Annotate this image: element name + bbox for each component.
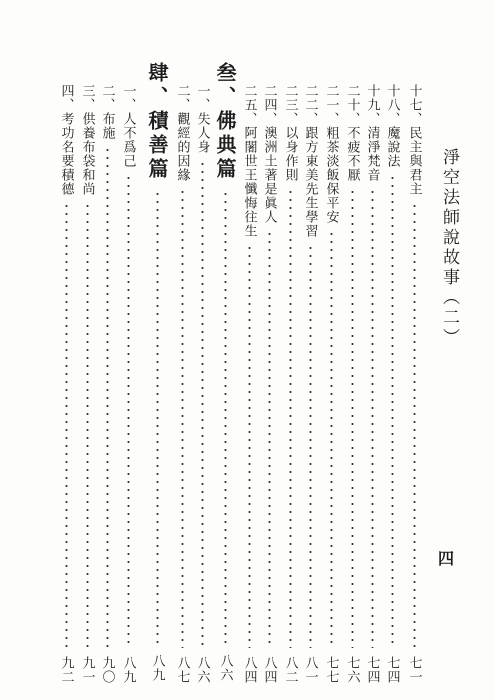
dot-leader (127, 174, 130, 648)
entry-title: 二四、澳洲土著是眞人 (261, 84, 277, 224)
dot-leader (224, 190, 227, 646)
entry-page: 七一 (406, 656, 422, 684)
entry-title: 二三、以身作則 (282, 84, 298, 182)
entry-page: 九〇 (99, 656, 115, 684)
entry-title: 二二、跟方東美先生學習 (302, 84, 318, 238)
toc-entry (259, 84, 279, 684)
entry-page: 七七 (323, 656, 339, 684)
toc-entry (342, 84, 362, 684)
toc-entry (97, 84, 117, 684)
entry-page: 九一 (79, 656, 95, 684)
toc-entry (192, 84, 212, 684)
dot-leader (201, 160, 204, 648)
page-number: 四 (438, 549, 455, 568)
entry-title: 十七、民主與君主 (406, 84, 422, 196)
dot-leader (371, 188, 374, 648)
toc-entry (300, 84, 320, 684)
toc-entry (280, 84, 300, 684)
entry-page: 七四 (364, 656, 380, 684)
toc-entry (77, 84, 97, 684)
entry-title: 三、供養布袋和尚 (79, 84, 95, 196)
dot-leader (391, 174, 394, 648)
toc-entry (321, 84, 341, 684)
entry-page: 八四 (241, 656, 257, 684)
entry-title: 二五、阿闍世王懺悔往生 (241, 84, 257, 238)
entry-title: 十九、清淨梵音 (364, 84, 380, 182)
entry-page: 八一 (302, 656, 318, 684)
toc-entry (404, 84, 424, 684)
entry-title: 四、考功名要積德 (58, 84, 74, 196)
dot-leader (248, 244, 251, 648)
toc-entry (239, 84, 259, 684)
entry-page: 八九 (120, 656, 136, 684)
section-title: 肆、積善篇 (145, 62, 169, 182)
dot-leader (289, 188, 292, 648)
dot-leader (86, 202, 89, 648)
dot-leader (330, 230, 333, 648)
toc-entry (118, 84, 138, 684)
dot-leader (106, 146, 109, 648)
entry-page: 九二 (58, 656, 74, 684)
entry-title: 十八、魔說法 (384, 84, 400, 168)
entry-page: 八二 (282, 656, 298, 684)
dot-leader (413, 202, 416, 648)
section-title: 叁、佛典篇 (213, 62, 237, 182)
section-page: 八九 (149, 654, 165, 682)
entry-page: 八七 (174, 656, 190, 684)
dot-leader (65, 202, 68, 648)
entry-page: 七四 (384, 656, 400, 684)
entry-page: 八四 (261, 656, 277, 684)
entry-title: 二十、不疲不厭 (344, 84, 360, 182)
book-title: 淨空法師說故事（二） (439, 148, 459, 348)
entry-title: 二、布施 (99, 84, 115, 140)
entry-page: 七六 (344, 656, 360, 684)
entry-title: 一、失人身 (194, 84, 210, 154)
section-heading-accumulating-goodness (144, 62, 170, 682)
toc-entry (382, 84, 402, 684)
toc-entry (56, 84, 76, 684)
toc-entry (362, 84, 382, 684)
section-heading-buddhist-scripture (212, 62, 238, 682)
section-page: 八六 (217, 654, 233, 682)
dot-leader (268, 230, 271, 648)
dot-leader (309, 244, 312, 648)
entry-title: 二、觀經的因緣 (174, 84, 190, 182)
dot-leader (351, 188, 354, 648)
dot-leader (156, 190, 159, 646)
entry-title: 二一、粗茶淡飯保平安 (323, 84, 339, 224)
entry-title: 一、人不爲己 (120, 84, 136, 168)
dot-leader (181, 188, 184, 648)
toc-entry (172, 84, 192, 684)
entry-page: 八六 (194, 656, 210, 684)
